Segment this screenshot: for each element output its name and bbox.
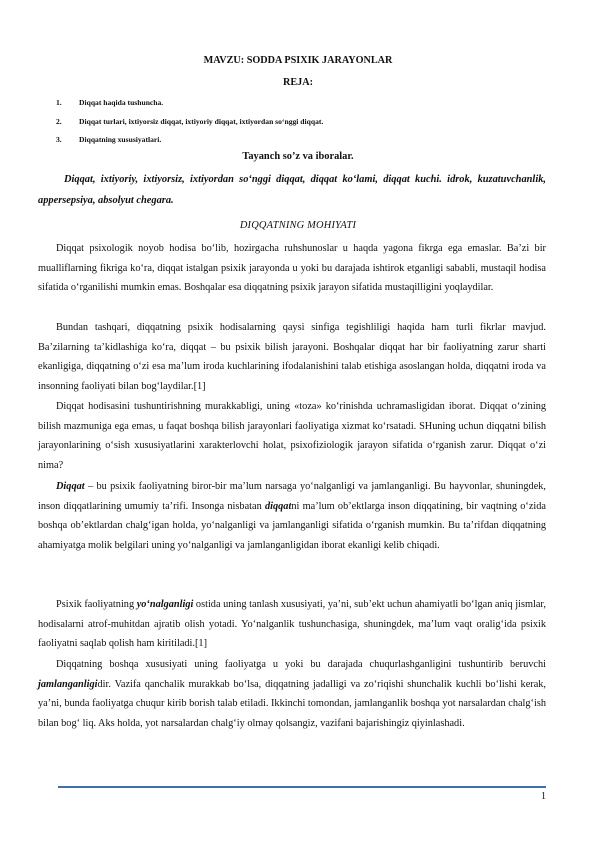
paragraph-text: – bu psixik faoliyatning biror-bir ma’lum narsaga yo‘nalganligi va jamlanganligi. Bu hayvonlar, shuningdek, inson diqqatlarining umumiy ta’rifi. Insonga nisbatan — [38, 481, 546, 512]
paragraph-3: Diqqat hodisasini tushuntirishning murakkabligi, uning «toza» ko‘rinishda uchramasligidan iborat. Diqqat o‘zining bilish mazmuniga ega emas, u faqat boshqa bilish jarayonlari faoliyatiga xizmat ko‘rsatadi. SHuning uchun diqqatni bilish jarayonlarining o‘sish xususiyatlarini xarakterlovchi holat, psixofiziologik jarayon sifatida o‘rganish zarur. Diqqat o‘zi nima? — [38, 401, 546, 471]
paragraph-text: Diqqatning boshqa xususiyati uning faoliyatga u yoki bu darajada chuqurlashganligini tushuntirib beruvchi — [56, 659, 546, 670]
paragraph-2: Bundan tashqari, diqqatning psixik hodisalarning qaysi sinfiga tegishliligi haqida ham turli fikrlar mavjud. Ba’zilarning ta’kidlashiga ko‘ra, diqqat – bu psixik bilish jarayoni. Boshqalar diqqat har bir faoliyatning zarur sharti ekanligiga, diqqatning o‘zi esa ma’lum iroda kuchlarining ifodalanishini talab etishiga asoslangan holda, diqqatni iroda va insonning faoliyati bilan bog‘laydilar.[1] — [38, 322, 546, 392]
paragraph-text: dir. Vazifa qanchalik murakkab bo‘lsa, diqqatning jadalligi va zo‘riqishi shunchalik kuchli bo‘lishi kerak, ya’ni, bunda faoliyatga chuqur kirib borish talab etiladi. Ikkinchi tomondan, jamlanganlik boshqa yot narsalardan chalg‘ish bilan bog‘ liq. Aks holda, yot narsalardan chalg‘iy olmay qolsangiz, vazifani bajarishingiz qiyinlashadi. — [38, 678, 546, 729]
term-yonalganligi: yo‘nalganligi — [136, 599, 194, 610]
footer-rule — [58, 786, 546, 788]
plan-heading: REJA: — [283, 77, 313, 88]
paragraph-text: ni ma’lum ob’ektlarga inson diqqatining, bir vaqtning o‘zida boshqa ob’ektlardan chalg‘igan holda, yo‘nalganligi va jamlanganligi sifatida o‘rganish mumkin. Bu ta’rifdan diqqatning ahamiyatga molik belgilari uning yo‘nalganligi va jamlanganligidan iborat ekanligi kelib chiqadi. — [38, 500, 546, 551]
plan-item-number: 3. — [56, 135, 62, 144]
paragraph-text: ostida uning tanlash xususiyati, ya’ni, sub’ekt uchun ahamiyatli bo‘lgan aniq jismlar, hodisalarni atrof-muhitdan ajratib olish yotadi. Yo‘nalganlik tushunchasiga, shuningdek, ma’lum vaqt oralig‘ida psixik faoliyatni saqlab qolish ham kiritiladi.[1] — [38, 599, 547, 650]
plan-item — [56, 98, 163, 107]
plan-item-text: Diqqat haqida tushuncha. — [79, 98, 164, 107]
paragraph-4 — [38, 477, 546, 555]
plan-item — [56, 117, 323, 126]
term-diqqat-inline: diqqat — [265, 500, 292, 512]
keywords-heading: Tayanch so’z va iboralar. — [242, 151, 354, 162]
paragraph-text: Psixik faoliyatning — [56, 599, 137, 610]
plan-item-number: 1. — [56, 98, 62, 107]
plan-item-number: 2. — [56, 117, 62, 126]
page-number: 1 — [541, 791, 546, 802]
section-heading: DIQQATNING MOHIYATI — [239, 220, 357, 231]
term-diqqat: Diqqat — [56, 481, 85, 492]
keywords-text: Diqqat, ixtiyoriy, ixtiyorsiz, ixtiyordan so‘nggi diqqat, diqqat ko‘lami, diqqat kuchi. idrok, kuzatuvchanlik, appersepsiya, absolyut chegara. — [38, 174, 546, 206]
plan-item-text: Diqqat turlari, ixtiyorsiz diqqat, ixtiyoriy diqqat, ixtiyordan so‘nggi diqqat. — [79, 117, 324, 126]
paragraph-1: Diqqat psixologik noyob hodisa bo‘lib, hozirgacha ruhshunoslar u haqda yagona fikrga ega emaslar. Ba’zi bir mualliflarning fikriga ko‘ra, diqqat istalgan psixik jarayonda u yoki bu darajada ishtirok etganligi sababli, mustaqil hodisa sifatida o‘rganilishi mumkin emas. Boshqalar esa diqqatning psixik jarayon sifatida mustaqilligini yoqlaydilar. — [38, 243, 546, 294]
plan-item — [56, 135, 161, 144]
document-title: MAVZU: SODDA PSIXIK JARAYONLAR — [203, 55, 393, 66]
plan-item-text: Diqqatning xususiyatlari. — [79, 135, 162, 144]
paragraph-6 — [38, 655, 546, 733]
paragraph-5 — [38, 595, 546, 654]
term-jamlanganligi: jamlanganligi — [38, 678, 98, 690]
